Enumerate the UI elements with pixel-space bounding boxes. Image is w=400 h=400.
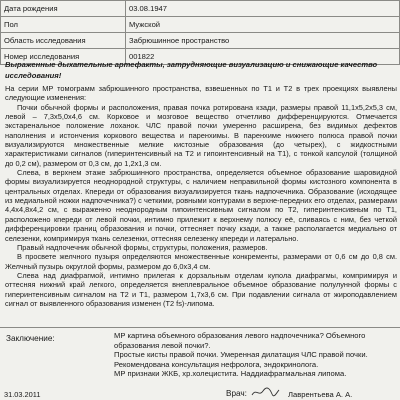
- conclusion-line: МР картина объемного образования левого надпочечника? Объемного образования левой почки?.: [114, 331, 366, 350]
- findings-gallbladder: В просвете желчного пузыря определяются множественные конкременты, размерами от 0,6 см до 0,8 см. Желчный пузырь округлой формы, размером до 6,0х3,4 см.: [5, 252, 397, 271]
- info-label: Пол: [1, 17, 126, 33]
- info-row-sex: [1, 17, 400, 33]
- info-label: Область исследования: [1, 33, 126, 49]
- info-row-birthdate: [1, 1, 400, 17]
- findings-section: [5, 84, 397, 308]
- conclusion-text: [114, 331, 397, 379]
- info-label: Дата рождения: [1, 1, 126, 17]
- section-divider: [0, 327, 400, 328]
- findings-kidneys: Почки обычной формы и расположения, правая почка ротирована кзади, размеры правой 11,1х5,2х5,3 см, левой – 7,3х5,0х4,6 см. Корковое и мозговое вещество отчетливо дифференцируются. Отмечается экстаренальное положение лоханок. ЧЛС правой почки умеренно расширена, без видимых дефектов наполнения и истончения коркового вещества и паренхимы. В паренхиме нижнего полюса правой почки визуализируются множественные мелкие кистозные образования (до четырех), с жидкостными характеристиками сигналов (гиперинтенсивный на Т2 и гипоинтенсивный на Т1), с тонкой капсулой (толщиной до 0,2 см), размером от 0,3 см, до 1,2х1,3 см.: [5, 102, 397, 168]
- info-value: Забрюшинное пространство: [126, 33, 400, 49]
- info-value: 03.08.1947: [126, 1, 400, 17]
- info-label: Номер исследования: [1, 49, 126, 65]
- info-row-area: [1, 33, 400, 49]
- conclusion-label: Заключение:: [6, 334, 55, 343]
- conclusion-line: МР признаки ЖКБ, хр.холецистита. Наддиафрагмальная липома.: [114, 369, 347, 379]
- report-date: 31.03.2011: [4, 390, 41, 399]
- conclusion-line: Простые кисты правой почки. Умеренная дилатация ЧЛС правой почки. Рекомендована консультация нефролога, эндокринолога.: [114, 350, 368, 369]
- findings-right-adrenal: Правый надпочечник обычной формы, структуры, положения, размеров.: [17, 242, 268, 252]
- findings-left-mass: Слева, в верхнем этаже забрюшинного пространства, определяется объемное образование шаровидной формы визуализируется неоднородной структуры, с наличием неправильной формы кистозного компонента в центральных отделах. Кпереди от образования визуализируется ткань надпочечника. Образование (исходящее из медиальной ножки надпочечника?) с четкими, ровными контурами в верхне-передних его отделах, размерами 4,4х4,8х4,2 см, с выраженно неоднородным гипоинтенсивным сигналом по Т2, гиперинтенсивным по Т1, расположено кпереди от левой почки, интимно прилежит к верхнему полюсу её, сливаясь с ним, без четкой дифференцировки границ образования и почки, оттесняет почку кзади, а также располагается медиально от селезенки, компримируя ткань селезенки, оттесняя селезенку кпереди и латерально.: [5, 168, 397, 243]
- findings-lipoma: Слева над диафрагмой, интимно прилегая к дорзальным отделам купола диафрагмы, компримируя и оттесняя нижний край легкого, определяется внеплевральное объемное образование полулунной формы с гиперинтенсивным сигналом на Т2 и Т1, размером 1,7х3,6 см. При подавлении сигнала от жироподавлением сигнал от выявленного образования изменен (Т2 fs)-липома.: [5, 270, 397, 308]
- doctor-label: Врач:: [226, 389, 247, 398]
- info-value: 001822: [126, 49, 400, 65]
- quality-note: Выраженные дыхательные артефакты, затрудняющие визуализацию и снижающие качество исследования!: [5, 60, 378, 80]
- patient-info-table: [0, 0, 400, 65]
- doctor-name: Лаврентьева А. А.: [288, 390, 353, 399]
- signature-image: [250, 386, 280, 398]
- findings-intro: На серии МР томограмм забрюшинного пространства, взвешенных по Т1 и Т2 в трех проекциях выявлены следующие изменения:: [5, 84, 397, 103]
- info-value: Мужской: [126, 17, 400, 33]
